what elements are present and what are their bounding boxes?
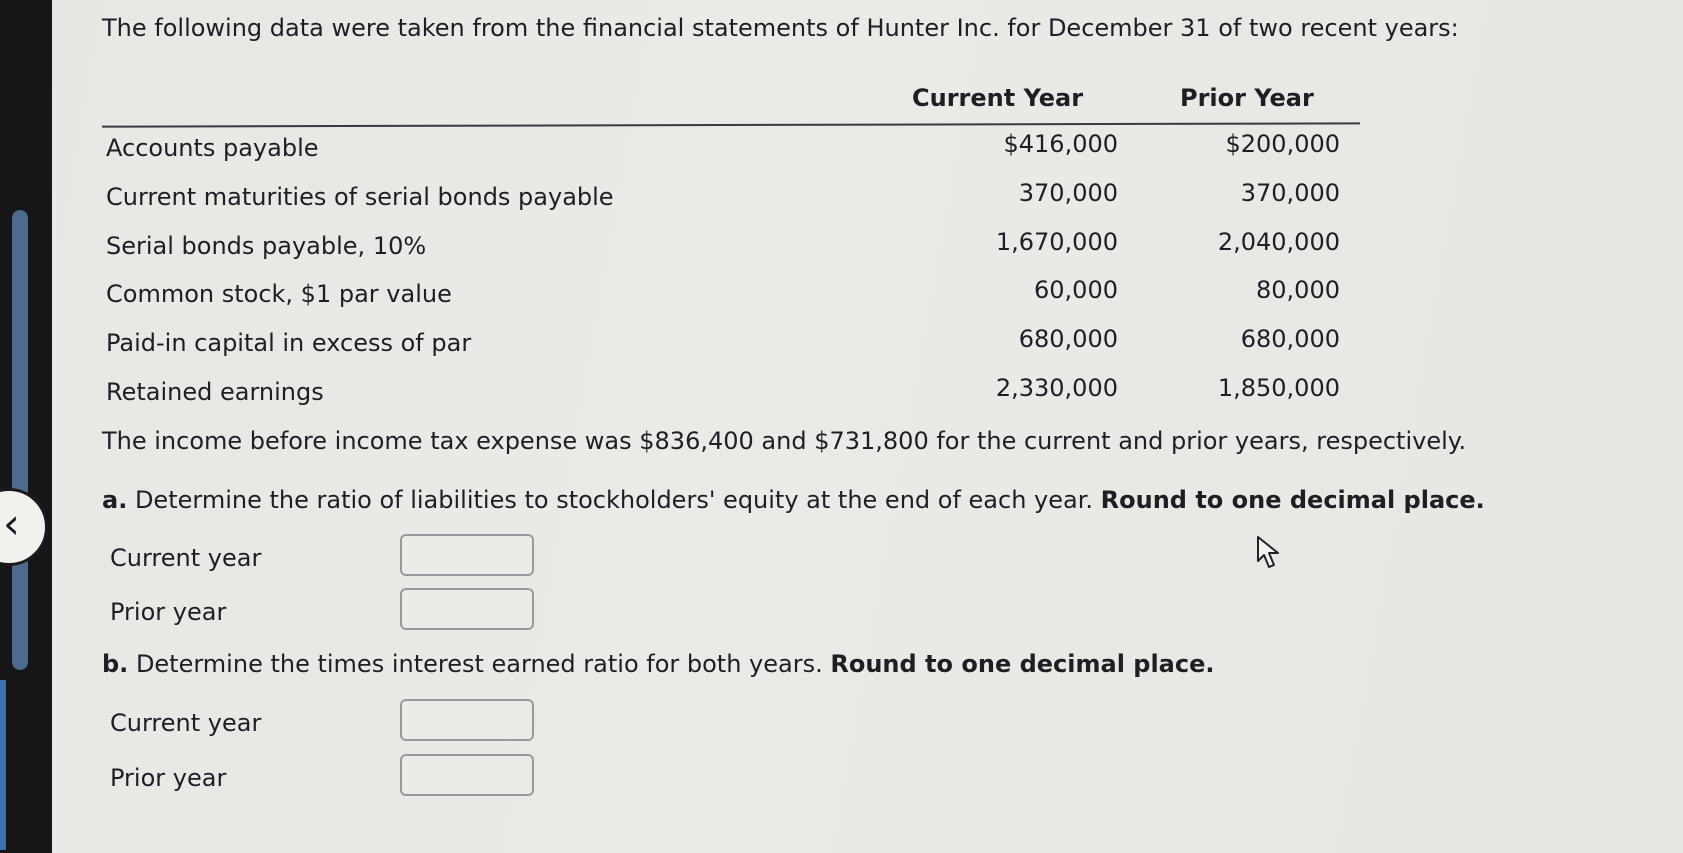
column-header-prior: Prior Year bbox=[1180, 84, 1314, 112]
table-row bbox=[106, 228, 1342, 272]
current-value: 370,000 bbox=[1018, 179, 1118, 207]
part-a-rounding: Round to one decimal place. bbox=[1100, 486, 1485, 514]
part-a-current-label: Current year bbox=[110, 544, 262, 572]
mouse-pointer-icon bbox=[1256, 535, 1286, 571]
row-label: Common stock, $1 par value bbox=[106, 280, 452, 308]
row-label: Paid-in capital in excess of par bbox=[106, 329, 472, 357]
prior-value: $200,000 bbox=[1225, 130, 1340, 158]
row-label: Current maturities of serial bonds payable bbox=[106, 183, 614, 211]
part-a-question bbox=[102, 486, 1485, 514]
part-b-current-input[interactable] bbox=[400, 699, 534, 741]
prior-value: 370,000 bbox=[1240, 179, 1340, 207]
part-b-prior-label: Prior year bbox=[110, 764, 227, 792]
row-label: Retained earnings bbox=[106, 378, 324, 406]
prior-value: 1,850,000 bbox=[1217, 374, 1340, 402]
table-row bbox=[106, 130, 1342, 174]
chevron-left-icon: ‹ bbox=[3, 499, 20, 548]
prior-value: 2,040,000 bbox=[1217, 228, 1340, 256]
part-a-current-input[interactable] bbox=[400, 534, 534, 576]
table-row bbox=[106, 276, 1342, 320]
column-header-current: Current Year bbox=[912, 84, 1084, 112]
current-value: $416,000 bbox=[1003, 130, 1118, 158]
current-value: 2,330,000 bbox=[995, 374, 1118, 402]
edge-highlight bbox=[0, 680, 6, 850]
part-b-current-label: Current year bbox=[110, 709, 262, 737]
scrollbar[interactable] bbox=[12, 210, 28, 670]
part-b-prior-input[interactable] bbox=[400, 754, 534, 796]
row-label: Serial bonds payable, 10% bbox=[106, 232, 427, 260]
row-label: Accounts payable bbox=[106, 134, 319, 162]
table-row bbox=[106, 179, 1342, 223]
current-value: 60,000 bbox=[1034, 276, 1118, 304]
part-b-rounding: Round to one decimal place. bbox=[830, 650, 1215, 678]
part-a-prior-label: Prior year bbox=[110, 598, 227, 626]
current-value: 680,000 bbox=[1018, 325, 1118, 353]
part-a-text: Determine the ratio of liabilities to stockholders' equity at the end of each year. bbox=[134, 486, 1094, 514]
part-b-question bbox=[102, 650, 1215, 678]
table-row bbox=[106, 325, 1342, 369]
prior-value: 80,000 bbox=[1256, 276, 1340, 304]
intro-text: The following data were taken from the financial statements of Hunter Inc. for December 31 of two recent years: bbox=[102, 14, 1459, 42]
current-value: 1,670,000 bbox=[995, 228, 1118, 256]
part-b-text: Determine the times interest earned ratio for both years. bbox=[135, 650, 823, 678]
table-row bbox=[106, 374, 1342, 418]
part-a-prior-input[interactable] bbox=[400, 588, 534, 630]
income-text: The income before income tax expense was $836,400 and $731,800 for the current and prior years, respectively. bbox=[102, 427, 1467, 455]
prior-value: 680,000 bbox=[1240, 325, 1340, 353]
part-a-prefix: a. bbox=[102, 486, 128, 514]
header-rule bbox=[102, 122, 1360, 127]
part-b-prefix: b. bbox=[102, 650, 129, 678]
